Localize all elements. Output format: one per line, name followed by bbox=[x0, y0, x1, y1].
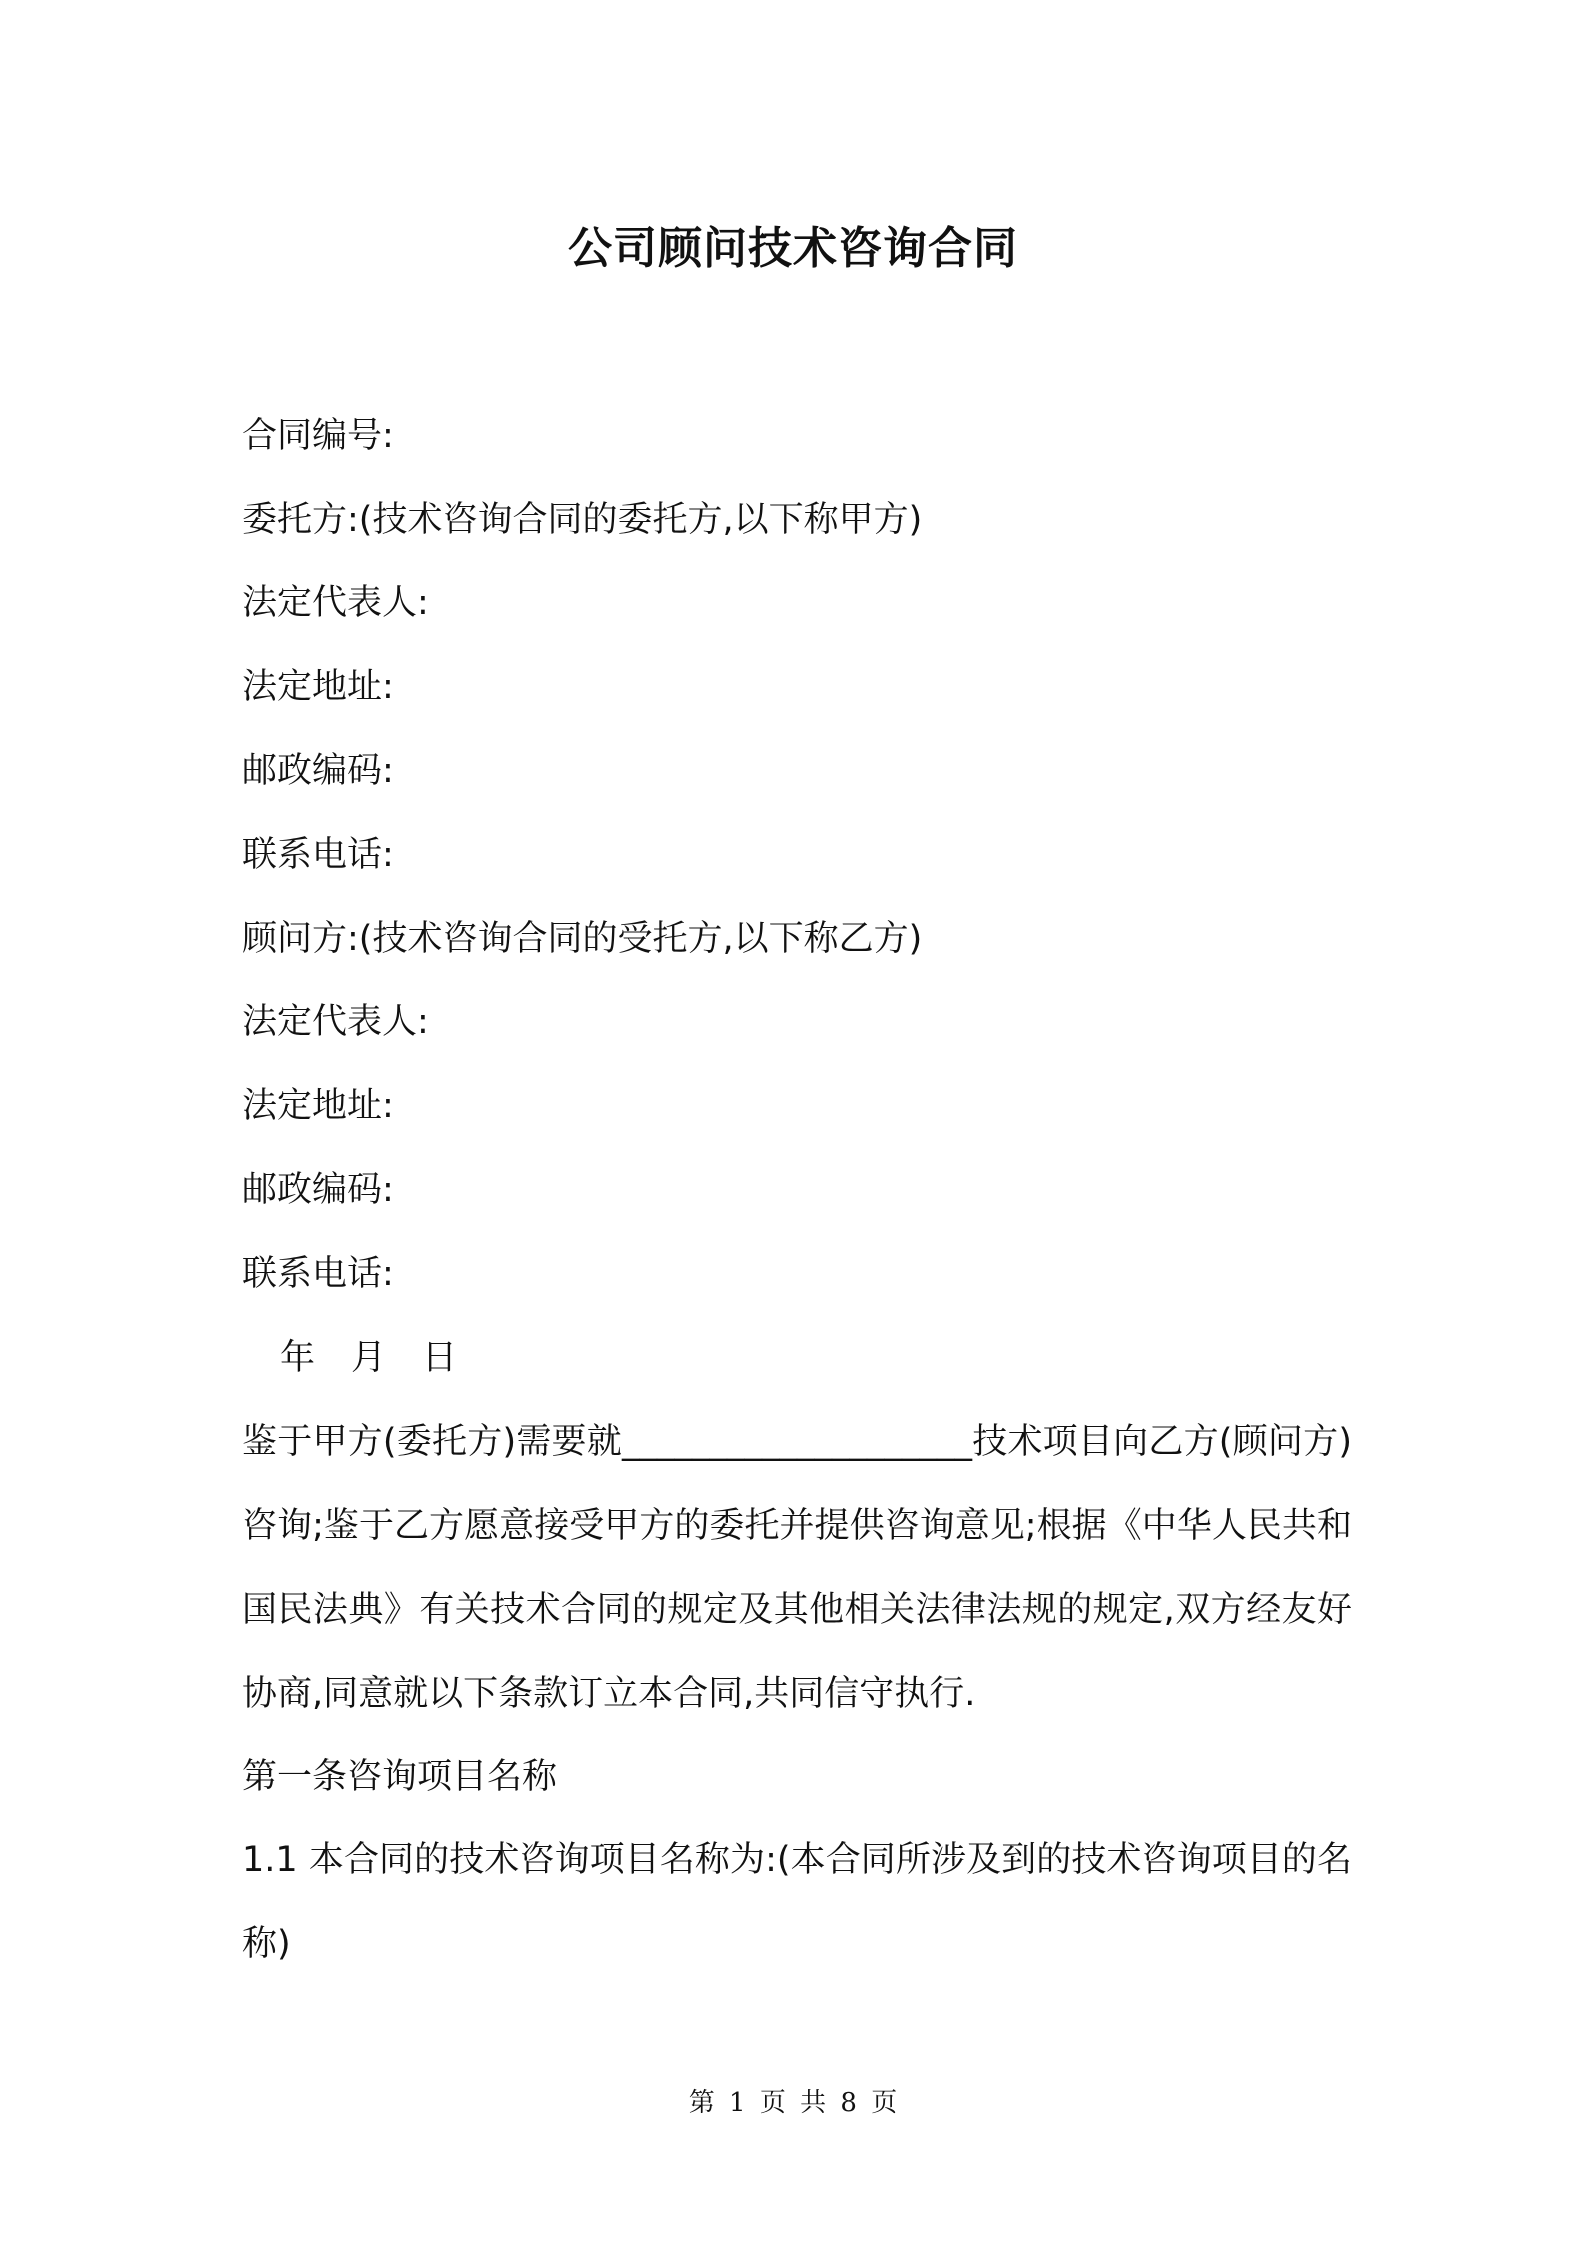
clause-1-1: 1.1 本合同的技术咨询项目名称为:(本合同所涉及到的技术咨询项目的名称) bbox=[242, 1840, 1352, 1964]
field-consultant-postal-code: 邮政编码: bbox=[242, 1170, 394, 1210]
field-client-phone: 联系电话: bbox=[242, 835, 394, 875]
date-line bbox=[280, 1334, 457, 1382]
preamble-text-start: 鉴于甲方(委托方)需要就 bbox=[242, 1422, 622, 1462]
field-client-legal-representative: 法定代表人: bbox=[242, 583, 429, 623]
field-consultant-legal-representative: 法定代表人: bbox=[242, 1002, 429, 1042]
date-month: 月 bbox=[351, 1338, 387, 1378]
field-client-legal-address: 法定地址: bbox=[242, 667, 394, 707]
article-1-heading: 第一条咨询项目名称 bbox=[242, 1757, 558, 1797]
date-year: 年 bbox=[280, 1338, 316, 1378]
preamble-paragraph bbox=[242, 1400, 1352, 1736]
preamble-text-end: 技术项目向乙方(顾问方)咨询;鉴于乙方愿意接受甲方的委托并提供咨询意见;根据《中华人民共和国民法典》有关技术合同的规定及其他相关法律法规的规定,双方经友好协商,同意就以下条款订立本合同,共同信守执行. bbox=[242, 1422, 1352, 1714]
field-consultant-legal-address: 法定地址: bbox=[242, 1086, 394, 1126]
project-name-blank: ____________________ bbox=[622, 1422, 972, 1462]
document-title: 公司顾问技术咨询合同 bbox=[568, 223, 1018, 274]
field-contract-number: 合同编号: bbox=[242, 416, 394, 456]
field-client: 委托方:(技术咨询合同的委托方,以下称甲方) bbox=[242, 500, 923, 540]
page-number: 第 1 页 共 8 页 bbox=[688, 2088, 898, 2118]
field-client-postal-code: 邮政编码: bbox=[242, 751, 394, 791]
field-consultant-phone: 联系电话: bbox=[242, 1254, 394, 1294]
date-day: 日 bbox=[422, 1338, 458, 1378]
field-consultant: 顾问方:(技术咨询合同的受托方,以下称乙方) bbox=[242, 919, 923, 959]
